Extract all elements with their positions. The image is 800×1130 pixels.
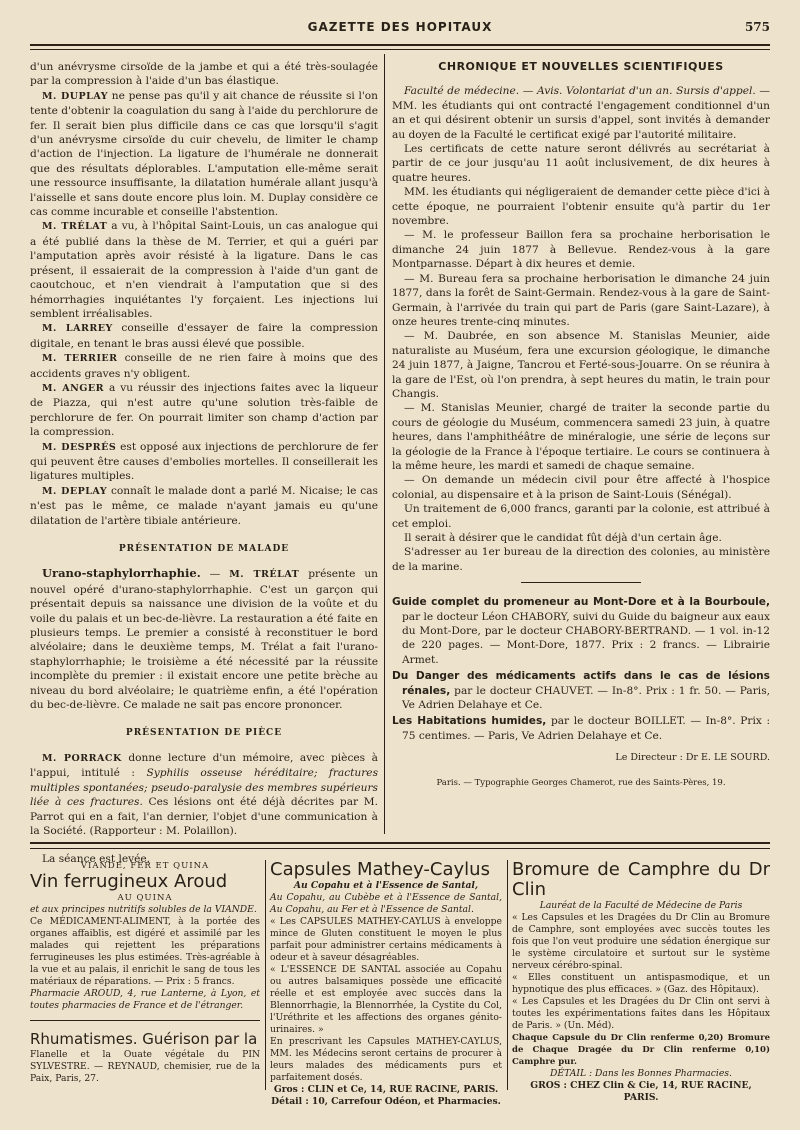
bib-text: par le docteur CHAUVET. — In-8°. Prix : 1 fr. 50. — Paris, Ve Adrien Delahaye et Ce. bbox=[402, 684, 770, 712]
speaker-name: M. TERRIER bbox=[42, 353, 118, 365]
bib-text: par le docteur Léon CHABORY, suivi du Guide du baigneur aux eaux du Mont-Dore, par le docteur CHABORY-BERTRAND. — 1 vol. in-12 de 220 pages. — Mont-Dore, 1877. Prix : 2 francs. — Librairie Armet. bbox=[402, 610, 770, 666]
paragraph-text: présente un nouvel opéré d'urano-staphylorrhaphie. C'est un garçon qui présentait depuis sa naissance une division de la voûte et du voile du palais et un bec-de-lièvre. La restauration a été faite en plusieurs temps. Le premier a consisté à reconstituer le bord alvéolaire; dans le deuxième temps, M. Trélat a fait l'urano-staphylorrhaphie; le troisième a été nécessité par la réussite incomplète du premier : il existait encore une petite brèche au niveau du bord alvéolaire; le quatrième enfin, a été l'opération du bec-de-lièvre. Ce malade ne sait pas encore prononcer. bbox=[30, 568, 378, 712]
ad-tagline: et aux principes nutritifs solubles de la VIANDE. bbox=[30, 904, 257, 915]
ad-separator bbox=[507, 860, 508, 1090]
paragraph-text: connaît le malade dont a parlé M. Nicaise; le cas n'est pas le même, ce malade n'ayant jamais eu qu'une dilatation de l'artère tibiale antérieure. bbox=[30, 484, 378, 527]
paragraph bbox=[30, 321, 378, 351]
right-column bbox=[392, 60, 770, 790]
ad-body: En prescrivant les Capsules MATHEY-CAYLUS, MM. les Médecins seront certains de procurer à leurs malades des médicaments purs et parfaitement dosés. bbox=[270, 1036, 502, 1083]
header-rule-thin bbox=[30, 49, 770, 50]
bib-text: par le docteur BOILLET. — In-8°. Prix : 75 centimes. — Paris, Ve Adrien Delahaye et Ce. bbox=[402, 715, 771, 742]
speaker-name: M. LARREY bbox=[42, 323, 113, 335]
bib-title: Du Danger des médicaments actifs dans le cas de lésions rénales, bbox=[392, 670, 770, 697]
closing-line: La séance est levée. bbox=[42, 853, 151, 866]
paragraph-text: donne lecture d'un mémoire, avec pièces à l'appui, intitulé : bbox=[30, 751, 378, 780]
divider bbox=[521, 582, 641, 583]
section-heading: PRÉSENTATION DE PIÈCE bbox=[125, 728, 283, 739]
paragraph: — M. le professeur Baillon fera sa prochaine herborisation le dimanche 24 juin 1877 à Bellevue. Rendez-vous à la gare Montparnasse. Départ à dix heures et demie. bbox=[392, 229, 770, 271]
ad-subtitle: Au Copahu et à l'Essence de Santal, bbox=[293, 880, 479, 891]
paragraph bbox=[30, 219, 378, 321]
ad-body: « Elles constituent un antispasmodique, et un hypnotique des plus efficaces. » (Gaz. des Hôpitaux). bbox=[512, 972, 770, 995]
paragraph-text: ne pense pas qu'il y ait chance de réussite si l'on tente d'obtenir la coagulation du sang à l'aide du perchlorure de fer. Il serait bien plus difficile dans ce cas que lorsqu'il s'agit d'un anévrysme cirsoïde du cuir chevelu, de limiter le champ d'action de l'injection. La ligature de l'humérale ne donnerait que des résultats déplorables. L'amputation elle-même serait une ressource insuffisante, la dilatation humérale allant jusqu'à l'aisselle et sans doute encore plus loin. M. Duplay considère ce cas comme incurable et conseille l'abstention. bbox=[30, 89, 379, 219]
paragraph: S'adresser au 1er bureau de la direction des colonies, au ministère de la marine. bbox=[392, 546, 770, 573]
paragraph-text: conseille d'essayer de faire la compression digitale, en tenant le bras aussi élevé que possible. bbox=[30, 322, 378, 350]
paragraph-text: conseille de ne rien faire à moins que des accidents graves n'y obligent. bbox=[30, 352, 378, 380]
bib-entry bbox=[392, 595, 770, 667]
paragraph: MM. les étudiants qui négligeraient de demander cette pièce d'ici à cette époque, ne pourraient l'obtenir ensuite qu'à partir du 1er novembre. bbox=[392, 186, 770, 228]
paragraph-text: a vu, à l'hôpital Saint-Louis, un cas analogue qui a été publié dans la thèse de M. Terrier, et qui a guéri par l'amputation après avoir résisté à la ligature. Dans le cas présent, il essaierait de la compression à l'aide d'un gant de caoutchouc, et n'en viendrait à l'amputation que si des hémorrhagies inquiétantes l'y forçaient. Les injections lui semblent irréalisables. bbox=[30, 220, 378, 320]
ad-separator bbox=[265, 860, 266, 1090]
ad-body: DÉTAIL : Dans les Bonnes Pharmacies. bbox=[550, 1068, 732, 1079]
paragraph bbox=[30, 440, 378, 484]
paragraph: — M. Daubrée, en son absence M. Stanislas Meunier, aide naturaliste au Muséum, fera une excursion géologique, le dimanche 24 juin 1877, à Jaigne, Tancrou et Ferté-sous-Jouarre. On se réunira à la gare de l'Est, où l'on prendra, à sept heures du matin, le train pour Changis. bbox=[392, 330, 770, 400]
ad-capsules-mathey-caylus bbox=[270, 860, 502, 1108]
left-column bbox=[30, 60, 378, 867]
paragraph-text: — MM. les étudiants qui ont contracté l'engagement conditionnel d'un an et qui désirent obtenir un sursis d'appel, sont invités à demander au doyen de la Faculté le certificat exigé par l'autorité militaire. bbox=[392, 85, 770, 141]
ad-body: « L'ESSENCE DE SANTAL associée au Copahu ou autres balsamiques possède une efficacité réelle et est employée avec succès dans la Blennorrhagie, la Blennorrhée, la Cystite du Col, l'Uréthrite et les affections des organes génito-urinaires. » bbox=[270, 964, 502, 1035]
paragraph: — M. Stanislas Meunier, chargé de traiter la seconde partie du cours de géologie du Muséum, commencera samedi 23 juin, à quatre heures, dans l'amphithéâtre de minéralogie, une série de leçons sur la géologie de la France à l'époque tertiaire. Le cours se continuera à la même heure, les mardi et samedi de chaque semaine. bbox=[392, 402, 770, 472]
paragraph bbox=[30, 351, 378, 381]
ad-body: « Les Capsules et les Dragées du Dr Clin au Bromure de Camphre, sont employées avec succès toutes les fois que l'on veut produire une sédation énergique sur le système circulatoire et surtout sur le système nerveux cérébro-spinal. bbox=[512, 912, 770, 971]
paragraph-text: Ces lésions ont été déjà décrites par M. Parrot qui en a fait, l'an dernier, l'objet d'une communication à la Société. (Rapporteur : M. Polaillon). bbox=[30, 796, 378, 837]
bib-title: Guide complet du promeneur au Mont-Dore et à la Bourboule, bbox=[392, 596, 770, 609]
page-number: 575 bbox=[744, 20, 770, 34]
ad-subtitle: Au Copahu, au Cubèbe et à l'Essence de Santal, Au Copahu, au Fer et à l'Essence de Santal. bbox=[270, 892, 502, 915]
section-heading: PRÉSENTATION DE MALADE bbox=[118, 544, 290, 554]
paragraph: — On demande un médecin civil pour être affecté à l'hospice colonial, au dispensaire et à la prison de Saint-Louis (Sénégal). bbox=[392, 474, 770, 501]
page-header bbox=[30, 20, 770, 38]
speaker-name: M. TRÉLAT bbox=[42, 221, 108, 233]
lead-title: Urano-staphylorrhaphie. bbox=[42, 566, 201, 581]
ad-bromure-camphre bbox=[512, 860, 770, 1104]
ad-title: Capsules Mathey-Caylus bbox=[270, 859, 490, 880]
ad-vin-aroud bbox=[30, 860, 260, 1085]
paragraph: Il serait à désirer que le candidat fût déjà d'un certain âge. bbox=[404, 532, 722, 544]
column-separator bbox=[384, 54, 385, 834]
ad-body: « Les Capsules et les Dragées du Dr Clin ont servi à toutes les expérimentations faites dans les Hôpitaux de Paris. » (Un. Méd). bbox=[512, 996, 770, 1031]
ads-rule bbox=[30, 842, 770, 844]
paragraph bbox=[30, 89, 378, 220]
director-line: Le Directeur : Dr E. LE SOURD. bbox=[615, 752, 770, 764]
bib-title: Les Habitations humides, bbox=[392, 715, 547, 728]
paragraph bbox=[392, 84, 770, 142]
ad-title: Vin ferrugineux Aroud bbox=[30, 871, 228, 892]
running-head: GAZETTE DES HOPITAUX bbox=[307, 20, 493, 34]
ad-kicker: VIANDE, FER ET QUINA bbox=[80, 861, 210, 871]
ad-body: Flanelle et la Ouate végétale du PIN SYLVESTRE. — REYNAUD, chemisier, rue de la Paix, Paris, 27. bbox=[30, 1049, 260, 1084]
speaker-name: M. PORRACK bbox=[42, 752, 122, 764]
speaker-name: M. ANGER bbox=[42, 382, 105, 394]
paragraph bbox=[30, 381, 378, 440]
ad-subtitle: AU QUINA bbox=[117, 893, 173, 903]
speaker-name: M. TRÉLAT bbox=[229, 569, 300, 581]
ad-divider bbox=[30, 1020, 260, 1021]
ad-body: Ce MÉDICAMENT-ALIMENT, à la portée des organes affaiblis, est digéré et assimilé par les malades qui rejettent les préparations ferrugineuses les plus estimées. Très-agréable à la vue et au palais, il enrichit le sang de tous les matériaux de réparations. — Prix : 5 francs. bbox=[30, 916, 260, 987]
paragraph: Un traitement de 6,000 francs, garanti par la colonie, est attribué à cet emploi. bbox=[392, 503, 770, 530]
ad-title: Bromure de Camphre du Dr Clin bbox=[512, 859, 770, 900]
paragraph-text: est opposé aux injections de perchlorure de fer qui peuvent être causes d'embolies mortelles. Il conseillerait les ligatures multiples. bbox=[30, 440, 378, 483]
paragraph-text: a vu réussir des injections faites avec la liqueur de Piazza, qui n'est autre qu'une solution très-faible de perchlorure de fer. On pourrait limiter son champ d'action par la compression. bbox=[30, 381, 378, 439]
speaker-name: M. DUPLAY bbox=[42, 90, 109, 102]
bib-entry bbox=[392, 669, 770, 712]
notice-lead: Faculté de médecine. — Avis. Volontariat d'un an. Sursis d'appel. bbox=[404, 85, 756, 98]
printer-line: Paris. — Typographie Georges Chamerot, rue des Saints-Pères, 19. bbox=[436, 777, 726, 788]
header-rule bbox=[30, 44, 770, 46]
paragraph bbox=[30, 751, 378, 838]
speaker-name: M. DEPLAY bbox=[42, 485, 108, 497]
memoir-title: Syphilis osseuse héréditaire; fractures multiples spontanées; pseudo-paralysie des membres supérieurs liée à ces fractures. bbox=[30, 767, 379, 809]
speaker-name: M. DESPRÉS bbox=[42, 441, 117, 453]
ad-body: Chaque Capsule du Dr Clin renferme 0,20) Bromure de Chaque Dragée du Dr Clin renferme 0,10) Camphre pur. bbox=[512, 1033, 770, 1067]
bibliography bbox=[392, 595, 770, 743]
ad-address: Gros : CLIN et Ce, 14, RUE RACINE, PARIS. Détail : 10, Carrefour Odéon, et Pharmacies. bbox=[271, 1084, 501, 1107]
ad-address: GROS : CHEZ Clin & Cie, 14, RUE RACINE, PARIS. bbox=[530, 1080, 752, 1103]
ad-subtitle: Lauréat de la Faculté de Médecine de Paris bbox=[539, 900, 743, 911]
ad-body: « Les CAPSULES MATHEY-CAYLUS à enveloppe mince de Gluten constituent le moyen le plus parfait pour administrer certains médicaments à odeur et à saveur désagréables. bbox=[270, 916, 502, 963]
ad-title: Rhumatismes. Guérison par la bbox=[30, 1030, 258, 1048]
paragraph bbox=[30, 484, 378, 528]
paragraph: Urano-staphylorrhaphie. — M. TRÉLAT présente un nouvel opéré d'urano-staphylorrhaphie. C'est un garçon qui présentait depuis sa naissance une division de la voûte et du voile du palais et un bec-de-lièvre. La restauration a été faite en plusieurs temps. Le premier a consisté à reconstituer le bord alvéolaire; dans le deuxième temps, M. Trélat a fait l'urano-staphylorrhaphie; le troisième a été nécessité par la réussite incomplète du premier : il existait encore une petite brèche au niveau du bord alvéolaire; le quatrième enfin, a été l'opération du bec-de-lièvre. Ce malade ne sait pas encore prononcer. bbox=[30, 566, 378, 712]
chronicle-title: CHRONIQUE ET NOUVELLES SCIENTIFIQUES bbox=[438, 60, 724, 73]
bib-entry bbox=[392, 714, 770, 743]
paragraph: — M. Bureau fera sa prochaine herborisation le dimanche 24 juin 1877, dans la forêt de Saint-Germain. Rendez-vous à la gare de Saint-Germain, à l'arrivée du train qui part de Paris (gare Saint-Lazare), à onze heures trente-cinq minutes. bbox=[392, 272, 770, 328]
ads-rule-thin bbox=[30, 848, 770, 849]
ad-address: Pharmacie AROUD, 4, rue Lanterne, à Lyon, et toutes pharmacies de France et de l'étranger. bbox=[30, 988, 260, 1011]
paragraph: Les certificats de cette nature seront délivrés au secrétariat à partir de ce jour jusqu'au 11 août inclusivement, de dix heures à quatre heures. bbox=[392, 143, 770, 184]
paragraph: d'un anévrysme cirsoïde de la jambe et qui a été très-soulagée par la compression à l'aide d'un bas élastique. bbox=[30, 61, 378, 88]
